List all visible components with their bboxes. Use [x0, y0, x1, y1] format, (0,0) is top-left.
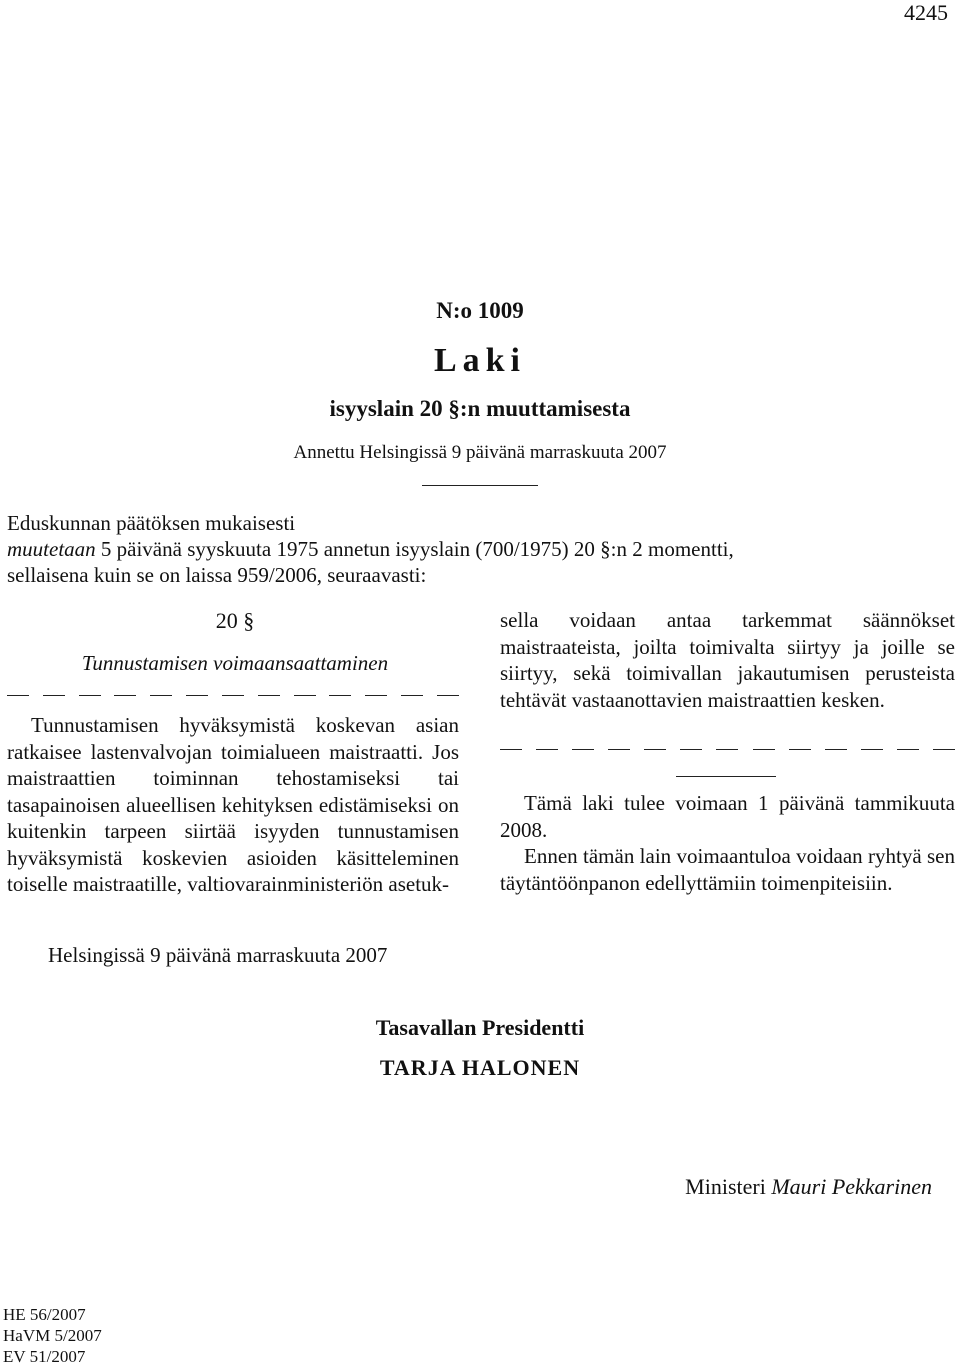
header-divider: [422, 485, 538, 486]
intro-line-2: [7, 536, 957, 562]
reference-government-proposal: HE 56/2007: [3, 1305, 86, 1324]
body-right-column: [500, 607, 955, 713]
minister-name: Mauri Pekkarinen: [771, 1174, 932, 1199]
page-number: 4245: [904, 0, 948, 25]
section-end-divider: [676, 776, 776, 777]
statute-number: N:o 1009: [436, 298, 524, 323]
intro-line-1: Eduskunnan päätöksen mukaisesti: [7, 511, 296, 535]
statute-type-heading: Laki: [433, 342, 527, 379]
minister-signature: [685, 1174, 932, 1200]
president-title: Tasavallan Presidentti: [375, 1015, 585, 1040]
president-name: TARJA HALONEN: [379, 1055, 581, 1080]
entry-paragraph-2: Ennen tämän lain voimaantuloa voidaan ryhtyä sen täytäntöönpanon edellyttämiin toimenpiteisiin.: [500, 844, 955, 895]
entry-paragraph-1: Tämä laki tulee voimaan 1 päivänä tammikuuta 2008.: [500, 791, 955, 842]
omission-dashes-left: [7, 695, 459, 696]
section-heading: Tunnustamisen voimaansaattaminen: [81, 651, 389, 675]
body-left-column: [7, 712, 459, 898]
given-date: Annettu Helsingissä 9 päivänä marraskuuta 2007: [293, 442, 667, 463]
intro-line-3: sellaisena kuin se on laissa 959/2006, seuraavasti:: [7, 563, 427, 587]
body-paragraph-right: sella voidaan antaa tarkemmat säännökset maistraateista, joilta toimivalta siirtyy ja joille se siirtyy, sekä toimivallan jakautumisen perusteista tehtävät vastaanottavien maistraattien kesken.: [500, 608, 955, 712]
omission-dashes-right: [500, 749, 955, 750]
entry-into-force: [500, 790, 955, 896]
statute-title: isyyslain 20 §:n muuttamisesta: [329, 396, 631, 421]
reference-parliament-reply: EV 51/2007: [3, 1347, 86, 1366]
intro-amend-text: 5 päivänä syyskuuta 1975 annetun isyyslain (700/1975) 20 §:n 2 momentti,: [95, 537, 734, 561]
body-paragraph-left: Tunnustamisen hyväksymistä koskevan asian ratkaisee lastenvalvojan toimialueen maistraatti. Jos maistraattien toiminnan tehostamiseksi tai tasapainoisen alueellisen kehityksen edistämiseksi on kuitenkin tarpeen siirtää isyyden tunnustamisen hyväksymistä koskevien asioiden käsitteleminen toiselle maistraatille, valtiovarainministeriön asetuk-: [7, 713, 459, 896]
reference-committee-report: HaVM 5/2007: [3, 1326, 102, 1345]
intro-amend-word: muutetaan: [7, 537, 96, 561]
section-number: 20 §: [215, 608, 255, 633]
legislative-references: [3, 1304, 102, 1367]
minister-label: Ministeri: [685, 1174, 766, 1199]
signing-place-date: Helsingissä 9 päivänä marraskuuta 2007: [48, 943, 388, 967]
